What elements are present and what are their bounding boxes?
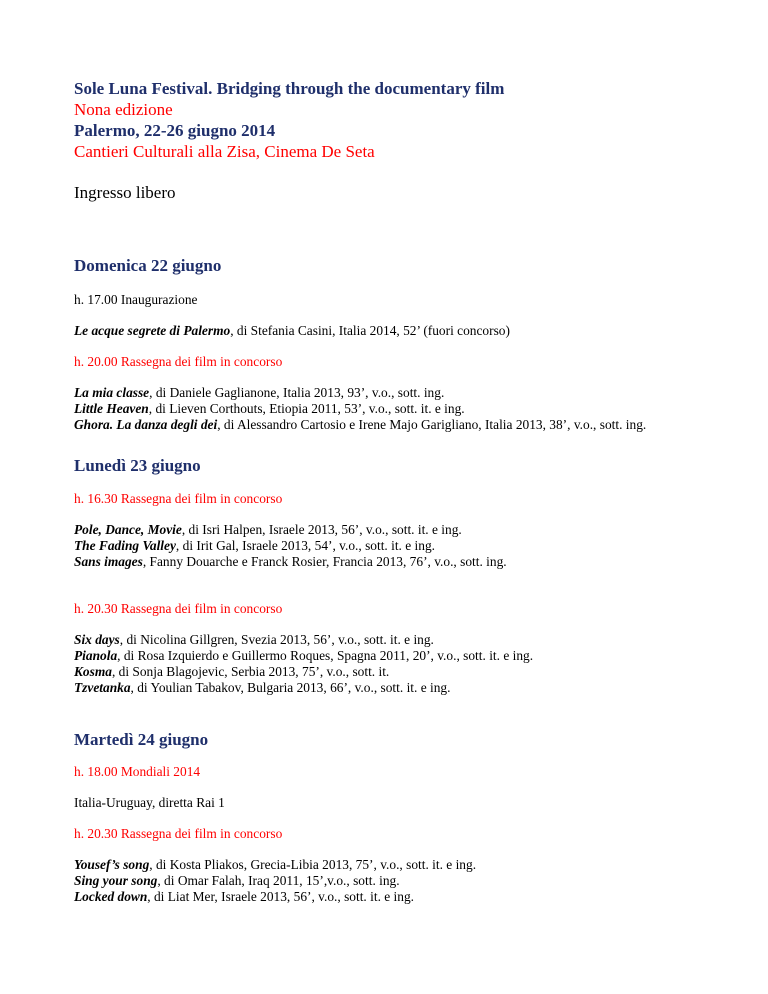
film-details: , di Stefania Casini, Italia 2014, 52’ (fuori concorso) <box>230 323 510 338</box>
film-details: , di Rosa Izquierdo e Guillermo Roques, Spagna 2011, 20’, v.o., sott. it. e ing. <box>117 648 534 663</box>
film-entry <box>74 632 734 648</box>
film-title: Le acque segrete di Palermo <box>74 323 231 338</box>
edition: Nona edizione <box>74 100 173 119</box>
document-page <box>74 78 734 905</box>
film-title: Pole, Dance, Movie <box>74 522 182 537</box>
film-title: La mia classe <box>74 385 150 400</box>
film-entry <box>74 648 734 664</box>
film-details: , di Youlian Tabakov, Bulgaria 2013, 66’, v.o., sott. it. e ing. <box>130 680 451 695</box>
time-slot: h. 20.00 Rassegna dei film in concorso <box>74 354 283 369</box>
film-details: , di Sonja Blagojevic, Serbia 2013, 75’, v.o., sott. it. <box>111 664 390 679</box>
tv-broadcast-note: Italia-Uruguay, diretta Rai 1 <box>74 795 225 810</box>
film-title: Little Heaven <box>74 401 149 416</box>
film-list <box>74 522 734 570</box>
time-slot: h. 17.00 Inaugurazione <box>74 292 198 307</box>
film-entry <box>74 554 734 570</box>
festival-venue: Cantieri Culturali alla Zisa, Cinema De Seta <box>74 142 375 161</box>
film-title: Kosma <box>74 664 112 679</box>
film-details: , Fanny Douarche e Franck Rosier, Francia 2013, 76’, v.o., sott. ing. <box>142 554 507 569</box>
film-list <box>74 385 734 433</box>
festival-dates: Palermo, 22-26 giugno 2014 <box>74 121 276 140</box>
film-entry <box>74 522 734 538</box>
film-title: Locked down <box>74 889 148 904</box>
day-heading-sunday: Domenica 22 giugno <box>74 256 222 275</box>
film-title: The Fading Valley <box>74 538 176 553</box>
day-heading-monday: Lunedì 23 giugno <box>74 456 201 475</box>
film-title: Six days <box>74 632 120 647</box>
film-entry <box>74 857 734 873</box>
film-title: Yousef’s song <box>74 857 150 872</box>
film-title: Ghora. La danza degli dei <box>74 417 218 432</box>
film-details: , di Alessandro Cartosio e Irene Majo Garigliano, Italia 2013, 38’, v.o., sott. ing. <box>217 417 647 432</box>
film-entry <box>74 385 734 401</box>
festival-title: Sole Luna Festival. Bridging through the documentary film <box>74 79 505 98</box>
film-title: Sans images <box>74 554 143 569</box>
film-details: , di Liat Mer, Israele 2013, 56’, v.o., sott. it. e ing. <box>147 889 415 904</box>
film-details: , di Lieven Corthouts, Etiopia 2011, 53’, v.o., sott. it. e ing. <box>148 401 465 416</box>
film-details: , di Irit Gal, Israele 2013, 54’, v.o., sott. it. e ing. <box>175 538 436 553</box>
film-details: , di Isri Halpen, Israele 2013, 56’, v.o., sott. it. e ing. <box>181 522 462 537</box>
film-entry <box>74 873 734 889</box>
film-details: , di Nicolina Gillgren, Svezia 2013, 56’, v.o., sott. it. e ing. <box>119 632 434 647</box>
film-title: Pianola <box>74 648 118 663</box>
film-list <box>74 857 734 905</box>
film-title: Tzvetanka <box>74 680 131 695</box>
film-title: Sing your song <box>74 873 158 888</box>
film-details: , di Omar Falah, Iraq 2011, 15’,v.o., sott. ing. <box>157 873 400 888</box>
time-slot: h. 18.00 Mondiali 2014 <box>74 764 201 779</box>
film-list <box>74 632 734 696</box>
film-entry <box>74 680 734 696</box>
time-slot: h. 20.30 Rassegna dei film in concorso <box>74 601 283 616</box>
film-entry <box>74 664 734 680</box>
day-heading-tuesday: Martedì 24 giugno <box>74 730 209 749</box>
film-details: , di Daniele Gaglianone, Italia 2013, 93’, v.o., sott. ing. <box>149 385 445 400</box>
time-slot: h. 20.30 Rassegna dei film in concorso <box>74 826 283 841</box>
film-details: , di Kosta Pliakos, Grecia-Libia 2013, 75’, v.o., sott. it. e ing. <box>149 857 477 872</box>
time-slot: h. 16.30 Rassegna dei film in concorso <box>74 491 283 506</box>
entry-note: Ingresso libero <box>74 183 176 202</box>
film-entry <box>74 889 734 905</box>
film-entry <box>74 401 734 417</box>
film-entry <box>74 323 734 339</box>
film-entry <box>74 538 734 554</box>
film-entry <box>74 417 734 433</box>
